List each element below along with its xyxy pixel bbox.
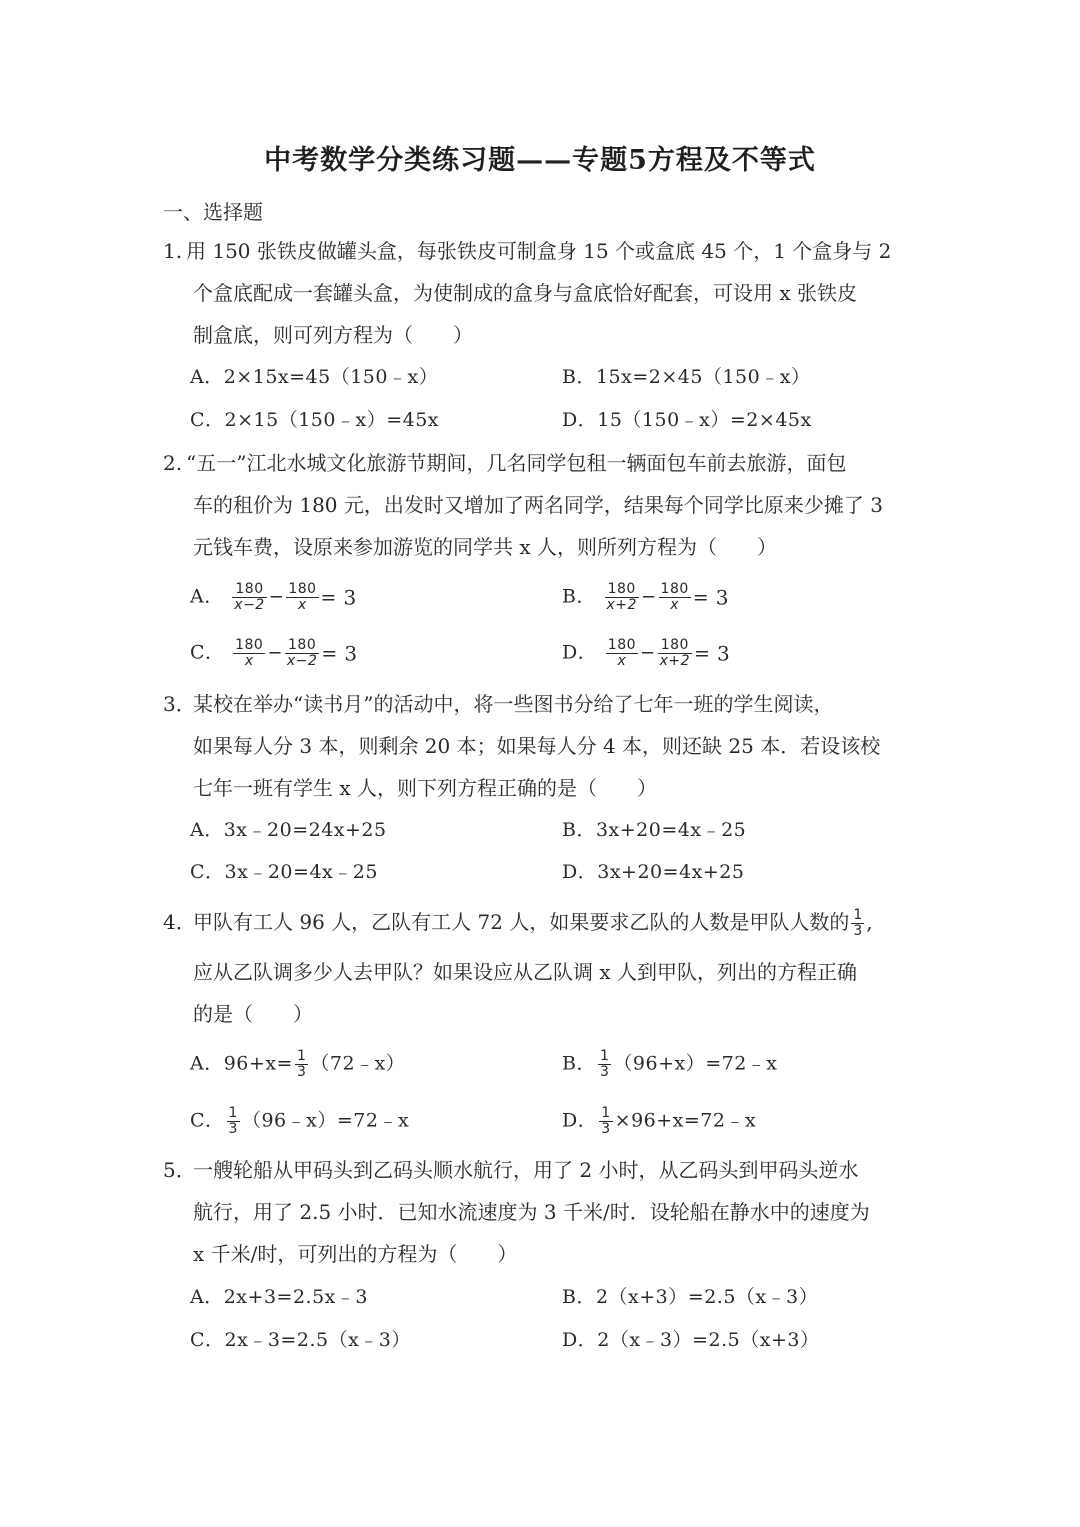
fraction: $\frac{1}{3}$	[296, 1048, 307, 1080]
option-d: D．15（150﹣x）=2×45x	[562, 409, 812, 431]
section-heading: 一、选择题	[163, 200, 263, 224]
option-label: C．	[190, 641, 225, 664]
question-text-line: 元钱车费，设原来参加游览的同学共 x 人，则所列方程为（ ）	[193, 535, 777, 559]
question-text-line: 航行，用了 2.5 小时．已知水流速度为 3 千米/时．设轮船在静水中的速度为	[193, 1200, 870, 1224]
option-b: B．15x=2×45（150﹣x）	[562, 366, 811, 388]
option-a: A． $\frac{180}{x-2}$ − $\frac{180}{x}$ = 3	[190, 581, 357, 613]
option-a: A．2×15x=45（150﹣x）	[190, 366, 439, 388]
option-c: C．3x﹣20=4x﹣25	[190, 861, 378, 883]
fraction: $\frac{180}{x-2}$	[286, 637, 318, 669]
fraction: $\frac{1}{3}$	[601, 1105, 611, 1137]
question-text-line: “五一”江北水城文化旅游节期间，几名同学包租一辆面包车前去旅游，面包	[186, 451, 847, 475]
fraction: $\frac{1}{3}$	[853, 907, 863, 939]
option-b: B． $\frac{180}{x+2}$ − $\frac{180}{x}$ = 3	[562, 581, 729, 613]
question-text-line: 的是（ ）	[193, 1002, 313, 1026]
option-d: D． $\frac{180}{x}$ − $\frac{180}{x+2}$ = 3	[562, 637, 731, 669]
option-b: B． $\frac{1}{3}$ （96+x）=72﹣x	[562, 1048, 778, 1080]
option-a: A．2x+3=2.5x﹣3	[190, 1286, 368, 1308]
fraction: $\frac{180}{x-2}$	[234, 581, 265, 613]
question-text-line: 甲队有工人 96 人，乙队有工人 72 人，如果要求乙队的人数是甲队人数的 $\frac{1}{3}$ ,	[193, 907, 873, 939]
question-number: 1.	[163, 239, 183, 263]
fraction: $\frac{180}{x}$	[288, 581, 317, 613]
question-number: 2.	[163, 451, 183, 475]
option-label: A．	[190, 585, 224, 608]
option-label: B．	[562, 585, 596, 608]
question-text-line: 如果每人分 3 本，则剩余 20 本；如果每人分 4 本，则还缺 25 本．若设该校	[193, 734, 881, 758]
fraction: $\frac{180}{x+2}$	[659, 637, 691, 669]
question-text-line: 用 150 张铁皮做罐头盒，每张铁皮可制盒身 15 个或盒底 45 个，1 个盒身与 2	[186, 239, 892, 263]
fraction: $\frac{180}{x}$	[607, 637, 637, 669]
question-text-line: 车的租价为 180 元，出发时又增加了两名同学，结果每个同学比原来少摊了 3	[193, 493, 883, 517]
option-a: A．3x﹣20=24x+25	[190, 819, 387, 841]
fraction: $\frac{180}{x+2}$	[606, 581, 637, 613]
question-number: 5．	[163, 1158, 196, 1182]
question-text-line: 某校在举办“读书月”的活动中，将一些图书分给了七年一班的学生阅读，	[193, 692, 834, 716]
option-b: B．2（x+3）=2.5（x﹣3）	[562, 1286, 819, 1308]
fraction: $\frac{180}{x}$	[660, 581, 689, 613]
option-d: D．3x+20=4x+25	[562, 861, 745, 883]
option-label: D．	[562, 641, 598, 664]
question-number: 3．	[163, 692, 196, 716]
question-text-line: x 千米/时，可列出的方程为（ ）	[193, 1242, 518, 1266]
option-d: D． $\frac{1}{3}$ ×96+x=72﹣x	[562, 1105, 757, 1137]
option-a: A．96+x= $\frac{1}{3}$ （72﹣x）	[190, 1048, 406, 1080]
option-c: C．2x﹣3=2.5（x﹣3）	[190, 1329, 411, 1351]
fraction: $\frac{180}{x}$	[235, 637, 264, 669]
question-text-line: 一艘轮船从甲码头到乙码头顺水航行，用了 2 小时，从乙码头到甲码头逆水	[193, 1158, 859, 1182]
fraction: $\frac{1}{3}$	[599, 1048, 610, 1080]
option-c: C． $\frac{1}{3}$ （96﹣x）=72﹣x	[190, 1105, 410, 1137]
page-title: 中考数学分类练习题——专题5方程及不等式	[264, 145, 816, 176]
question-text-line: 七年一班有学生 x 人，则下列方程正确的是（ ）	[193, 776, 657, 800]
question-number: 4．	[163, 910, 196, 934]
question-text-line: 个盒底配成一套罐头盒，为使制成的盒身与盒底恰好配套，可设用 x 张铁皮	[193, 281, 857, 305]
option-c: C．2×15（150﹣x）=45x	[190, 409, 440, 431]
question-text-line: 应从乙队调多少人去甲队？如果设应从乙队调 x 人到甲队，列出的方程正确	[193, 960, 857, 984]
option-b: B．3x+20=4x﹣25	[562, 819, 747, 841]
option-d: D．2（x﹣3）=2.5（x+3）	[562, 1329, 820, 1351]
option-c: C． $\frac{180}{x}$ − $\frac{180}{x-2}$ = 3	[190, 637, 358, 669]
question-text-line: 制盒底，则可列方程为（ ）	[193, 323, 473, 347]
fraction: $\frac{1}{3}$	[228, 1105, 238, 1137]
